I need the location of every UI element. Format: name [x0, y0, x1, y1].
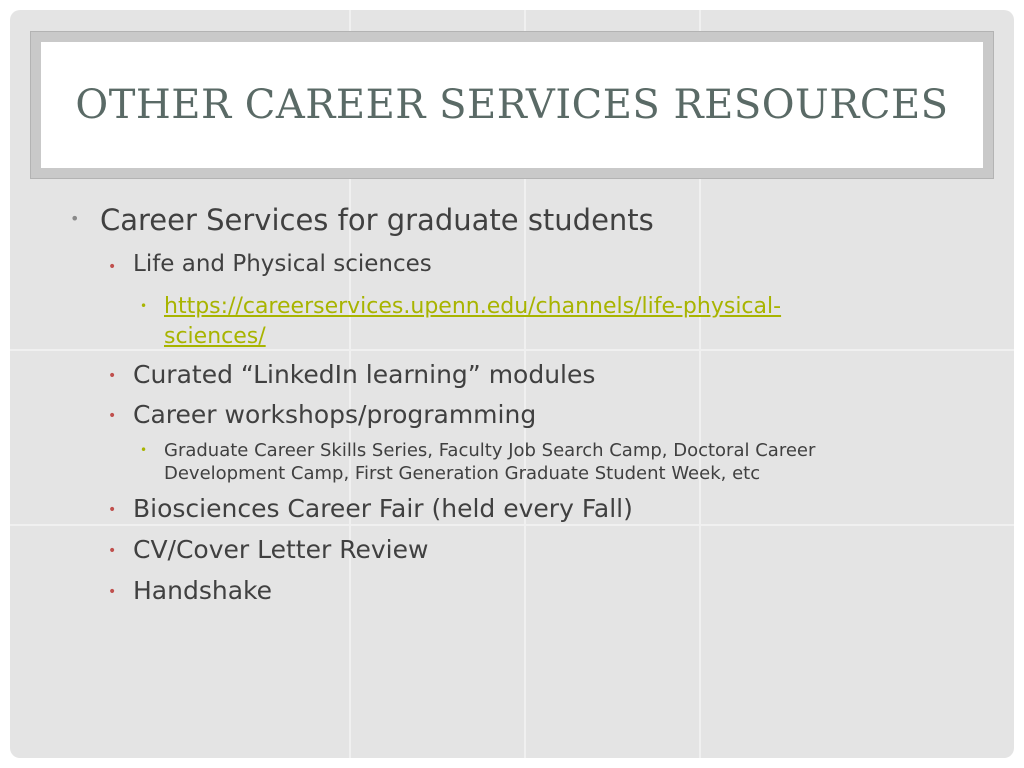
bullet-marker: • [108, 368, 117, 384]
bullet-linkedin-learning: Curated “LinkedIn learning” modules [133, 360, 596, 389]
bullet-marker: • [140, 299, 148, 313]
slide [10, 10, 1014, 758]
bullet-marker: • [140, 443, 148, 457]
bullet-career-services-graduate: Career Services for graduate students [100, 203, 654, 237]
bullet-handshake: Handshake [133, 576, 272, 605]
workshop-list-line2: Development Camp, First Generation Graduate Student Week, etc [164, 463, 761, 484]
bullet-marker: • [108, 584, 117, 600]
slide-title: OTHER CAREER SERVICES RESOURCES [75, 82, 949, 128]
bullet-list [10, 10, 1014, 758]
career-services-link-continued[interactable]: sciences/ [164, 324, 266, 349]
bullet-cv-cover-letter: CV/Cover Letter Review [133, 535, 429, 564]
bullet-marker: • [108, 502, 117, 518]
bullet-marker: • [108, 543, 117, 559]
bullet-biosciences-career-fair: Biosciences Career Fair (held every Fall) [133, 494, 633, 523]
bullet-marker: • [108, 259, 117, 275]
career-services-link[interactable]: https://careerservices.upenn.edu/channels/life-physical- [164, 294, 782, 319]
bullet-career-workshops: Career workshops/programming [133, 400, 537, 429]
bullet-life-physical-sciences: Life and Physical sciences [133, 251, 432, 277]
bullet-marker: • [70, 209, 80, 228]
workshop-list-line1: Graduate Career Skills Series, Faculty Job Search Camp, Doctoral Career [164, 440, 816, 461]
bullet-marker: • [108, 408, 117, 424]
